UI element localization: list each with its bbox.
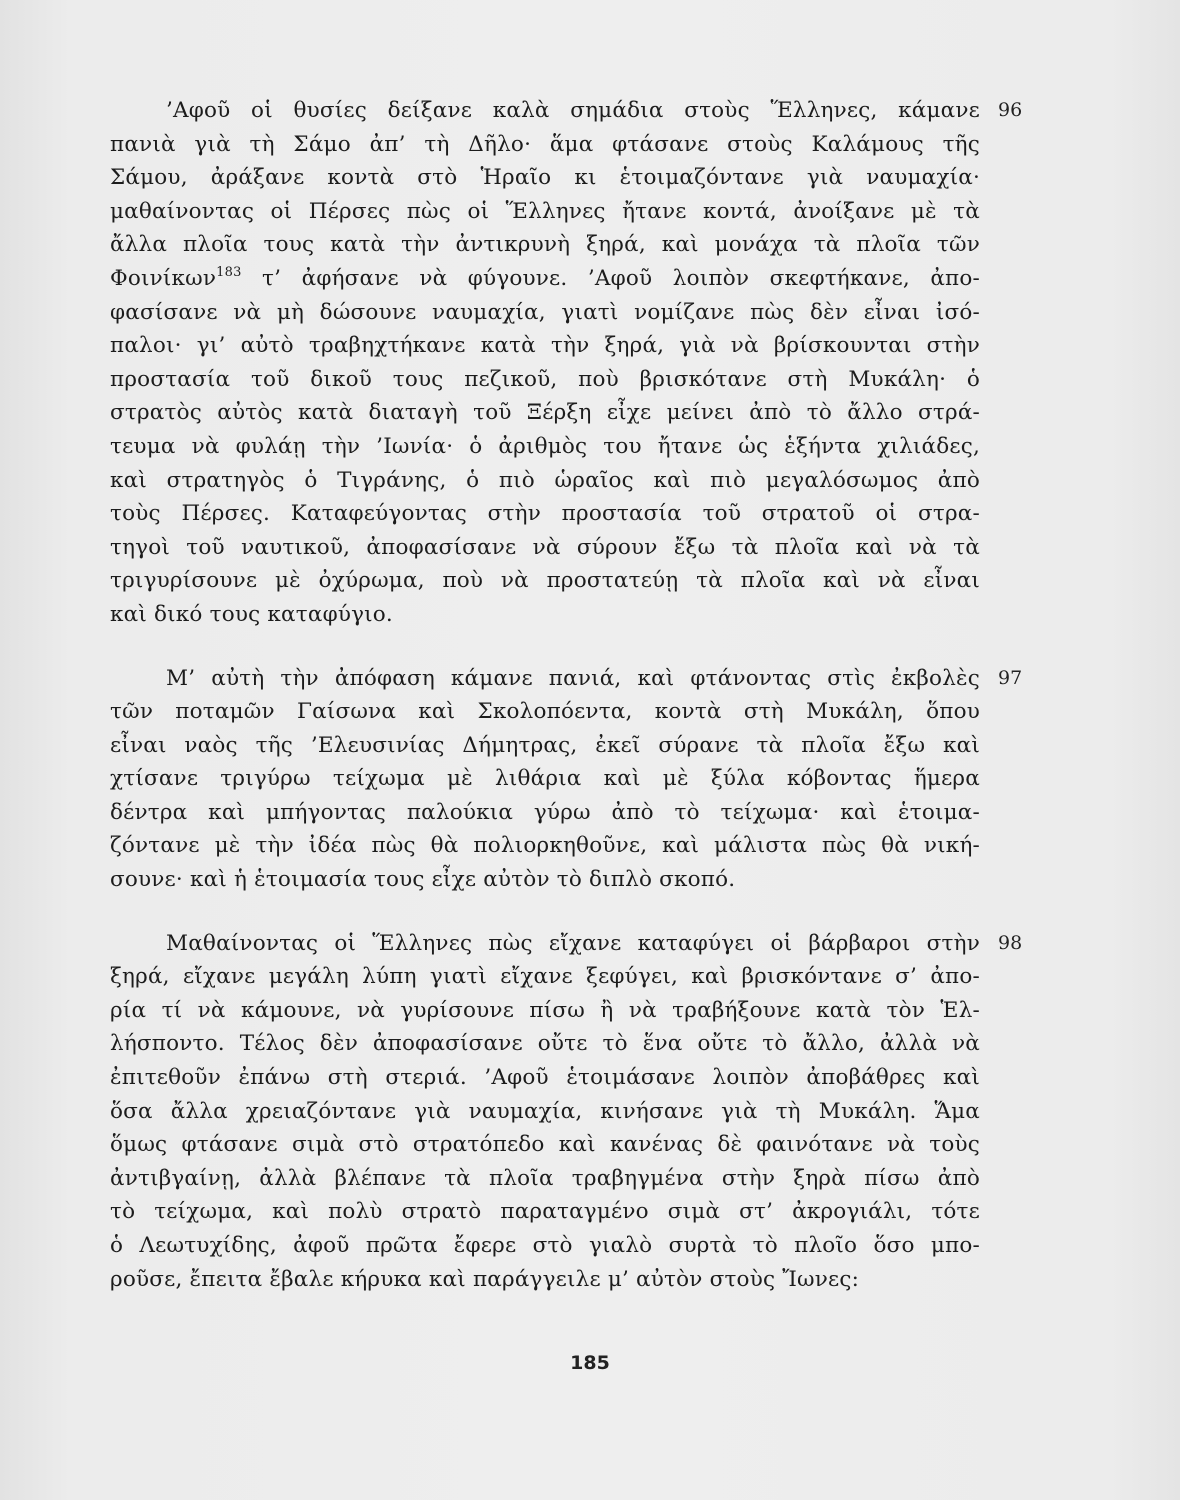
paragraph [110, 927, 1023, 1297]
page-number: 185 [570, 1352, 610, 1374]
text-line: πανιὰ γιὰ τὴ Σάμο ἀπ’ τὴ Δῆλο· ἅμα φτάσανε στοὺς Καλάμους τῆς [110, 131, 980, 157]
section-number: 97 [998, 666, 1023, 689]
text-line: ὅμως φτάσανε σιμὰ στὸ στρατόπεδο καὶ κανένας δὲ φαινότανε νὰ τοὺς [110, 1132, 980, 1158]
text-line: Μαθαίνοντας οἱ Ἕλληνες πὼς εἴχανε καταφύγει οἱ βάρβαροι στὴν [166, 930, 980, 956]
text-line: τηγοὶ τοῦ ναυτικοῦ, ἀποφασίσανε νὰ σύρουν ἔξω τὰ πλοῖα καὶ νὰ τὰ [110, 534, 980, 560]
text-line: τὸ τείχωμα, καὶ πολὺ στρατὸ παραταγμένο σιμὰ στ’ ἀκρογιάλι, τότε [110, 1199, 980, 1225]
text-line: καὶ δικό τους καταφύγιο. [110, 601, 393, 627]
text-line: λήσποντο. Τέλος δὲν ἀποφασίσανε οὔτε τὸ ἕνα οὔτε τὸ ἄλλο, ἀλλὰ νὰ [110, 1031, 980, 1057]
text-line: τριγυρίσουνε μὲ ὀχύρωμα, ποὺ νὰ προστατεύῃ τὰ πλοῖα καὶ νὰ εἶναι [110, 568, 980, 594]
text-line: ὅσα ἄλλα χρειαζόντανε γιὰ ναυμαχία, κινήσανε γιὰ τὴ Μυκάλη. Ἅμα [110, 1098, 980, 1124]
section-number: 96 [998, 99, 1023, 121]
paragraph [110, 94, 1023, 632]
body-text [110, 94, 1023, 1326]
text-line: ’Αφοῦ οἱ θυσίες δείξανε καλὰ σημάδια στοὺς Ἕλληνες, κάμανε [166, 98, 980, 123]
text-line: ὁ Λεωτυχίδης, ἀφοῦ πρῶτα ἔφερε στὸ γιαλὸ συρτὰ τὸ πλοῖο ὅσο μπο- [110, 1233, 980, 1258]
text-line: καὶ στρατηγὸς ὁ Τιγράνης, ὁ πιὸ ὡραῖος καὶ πιὸ μεγαλόσωμος ἀπὸ [110, 467, 980, 493]
text-line: ροῦσε, ἔπειτα ἔβαλε κήρυκα καὶ παράγγειλε μ’ αὐτὸν στοὺς Ἴωνες: [110, 1266, 860, 1292]
text-line: ρία τί νὰ κάμουνε, νὰ γυρίσουνε πίσω ἢ νὰ τραβήξουνε κατὰ τὸν Ἑλ- [110, 997, 980, 1023]
text-line: Σάμου, ἀράξανε κοντὰ στὸ Ἡραῖο κι ἑτοιμαζόντανε γιὰ ναυμαχία· [110, 165, 980, 191]
text-line: φασίσανε νὰ μὴ δώσουνε ναυμαχία, γιατὶ νομίζανε πὼς δὲν εἶναι ἰσό- [110, 299, 980, 325]
text-line: Μ’ αὐτὴ τὴν ἀπόφαση κάμανε πανιά, καὶ φτάνοντας στὶς ἐκβολὲς [166, 665, 980, 691]
text-line: τῶν ποταμῶν Γαίσωνα καὶ Σκολοπόεντα, κοντὰ στὴ Μυκάλη, ὅπου [110, 699, 980, 725]
text-line: ξηρά, εἴχανε μεγάλη λύπη γιατὶ εἴχανε ξεφύγει, καὶ βρισκόντανε σ’ ἀπο- [110, 964, 980, 990]
text-line: ἄλλα πλοῖα τους κατὰ τὴν ἀντικρυνὴ ξηρά, καὶ μονάχα τὰ πλοῖα τῶν [110, 232, 980, 258]
text-line: παλοι· γι’ αὐτὸ τραβηχτήκανε κατὰ τὴν ξηρά, γιὰ νὰ βρίσκουνται στὴν [110, 333, 980, 359]
text-line: σουνε· καὶ ἡ ἑτοιμασία τους εἶχε αὐτὸν τὸ διπλὸ σκοπό. [110, 867, 736, 893]
text-line: προστασία τοῦ δικοῦ τους πεζικοῦ, ποὺ βρισκότανε στὴ Μυκάλη· ὁ [110, 366, 980, 392]
text-line: στρατὸς αὐτὸς κατὰ διαταγὴ τοῦ Ξέρξη εἶχε μείνει ἀπὸ τὸ ἄλλο στρά- [110, 400, 980, 426]
text-line: ἀντιβγαίνῃ, ἀλλὰ βλέπανε τὰ πλοῖα τραβηγμένα στὴν ξηρὰ πίσω ἀπὸ [110, 1165, 980, 1191]
text-line: χτίσανε τριγύρω τείχωμα μὲ λιθάρια καὶ μὲ ξύλα κόβοντας ἥμερα [110, 766, 980, 792]
text-line: τοὺς Πέρσες. Καταφεύγοντας στὴν προστασία τοῦ στρατοῦ οἱ στρα- [110, 501, 980, 527]
text-line: τευμα νὰ φυλάῃ τὴν ’Ιωνία· ὁ ἀριθμὸς του ἤτανε ὡς ἑξήντα χιλιάδες, [110, 433, 980, 459]
text-line: δέντρα καὶ μπήγοντας παλούκια γύρω ἀπὸ τὸ τείχωμα· καὶ ἑτοιμα- [110, 799, 980, 825]
footnote-reference[interactable]: 183 [216, 264, 242, 280]
text-line: ἐπιτεθοῦν ἐπάνω στὴ στεριά. ’Αφοῦ ἑτοιμάσανε λοιπὸν ἀποβάθρες καὶ [110, 1065, 980, 1091]
text-line: μαθαίνοντας οἱ Πέρσες πὼς οἱ Ἕλληνες ἤτανε κοντά, ἀνοίξανε μὲ τὰ [110, 198, 980, 224]
text-line: Φοινίκων$^{183}$ τ’ ἀφήσανε νὰ φύγουνε. ’Αφοῦ λοιπὸν σκεφτήκανε, ἀπο- [110, 264, 980, 291]
paragraph [110, 662, 1023, 897]
section-number: 98 [998, 931, 1023, 954]
text-line: εἶναι ναὸς τῆς ’Ελευσινίας Δήμητρας, ἐκεῖ σύρανε τὰ πλοῖα ἔξω καὶ [110, 732, 980, 758]
text-line: ζόντανε μὲ τὴν ἰδέα πὼς θὰ πολιορκηθοῦνε, καὶ μάλιστα πὼς θὰ νική- [110, 833, 980, 859]
